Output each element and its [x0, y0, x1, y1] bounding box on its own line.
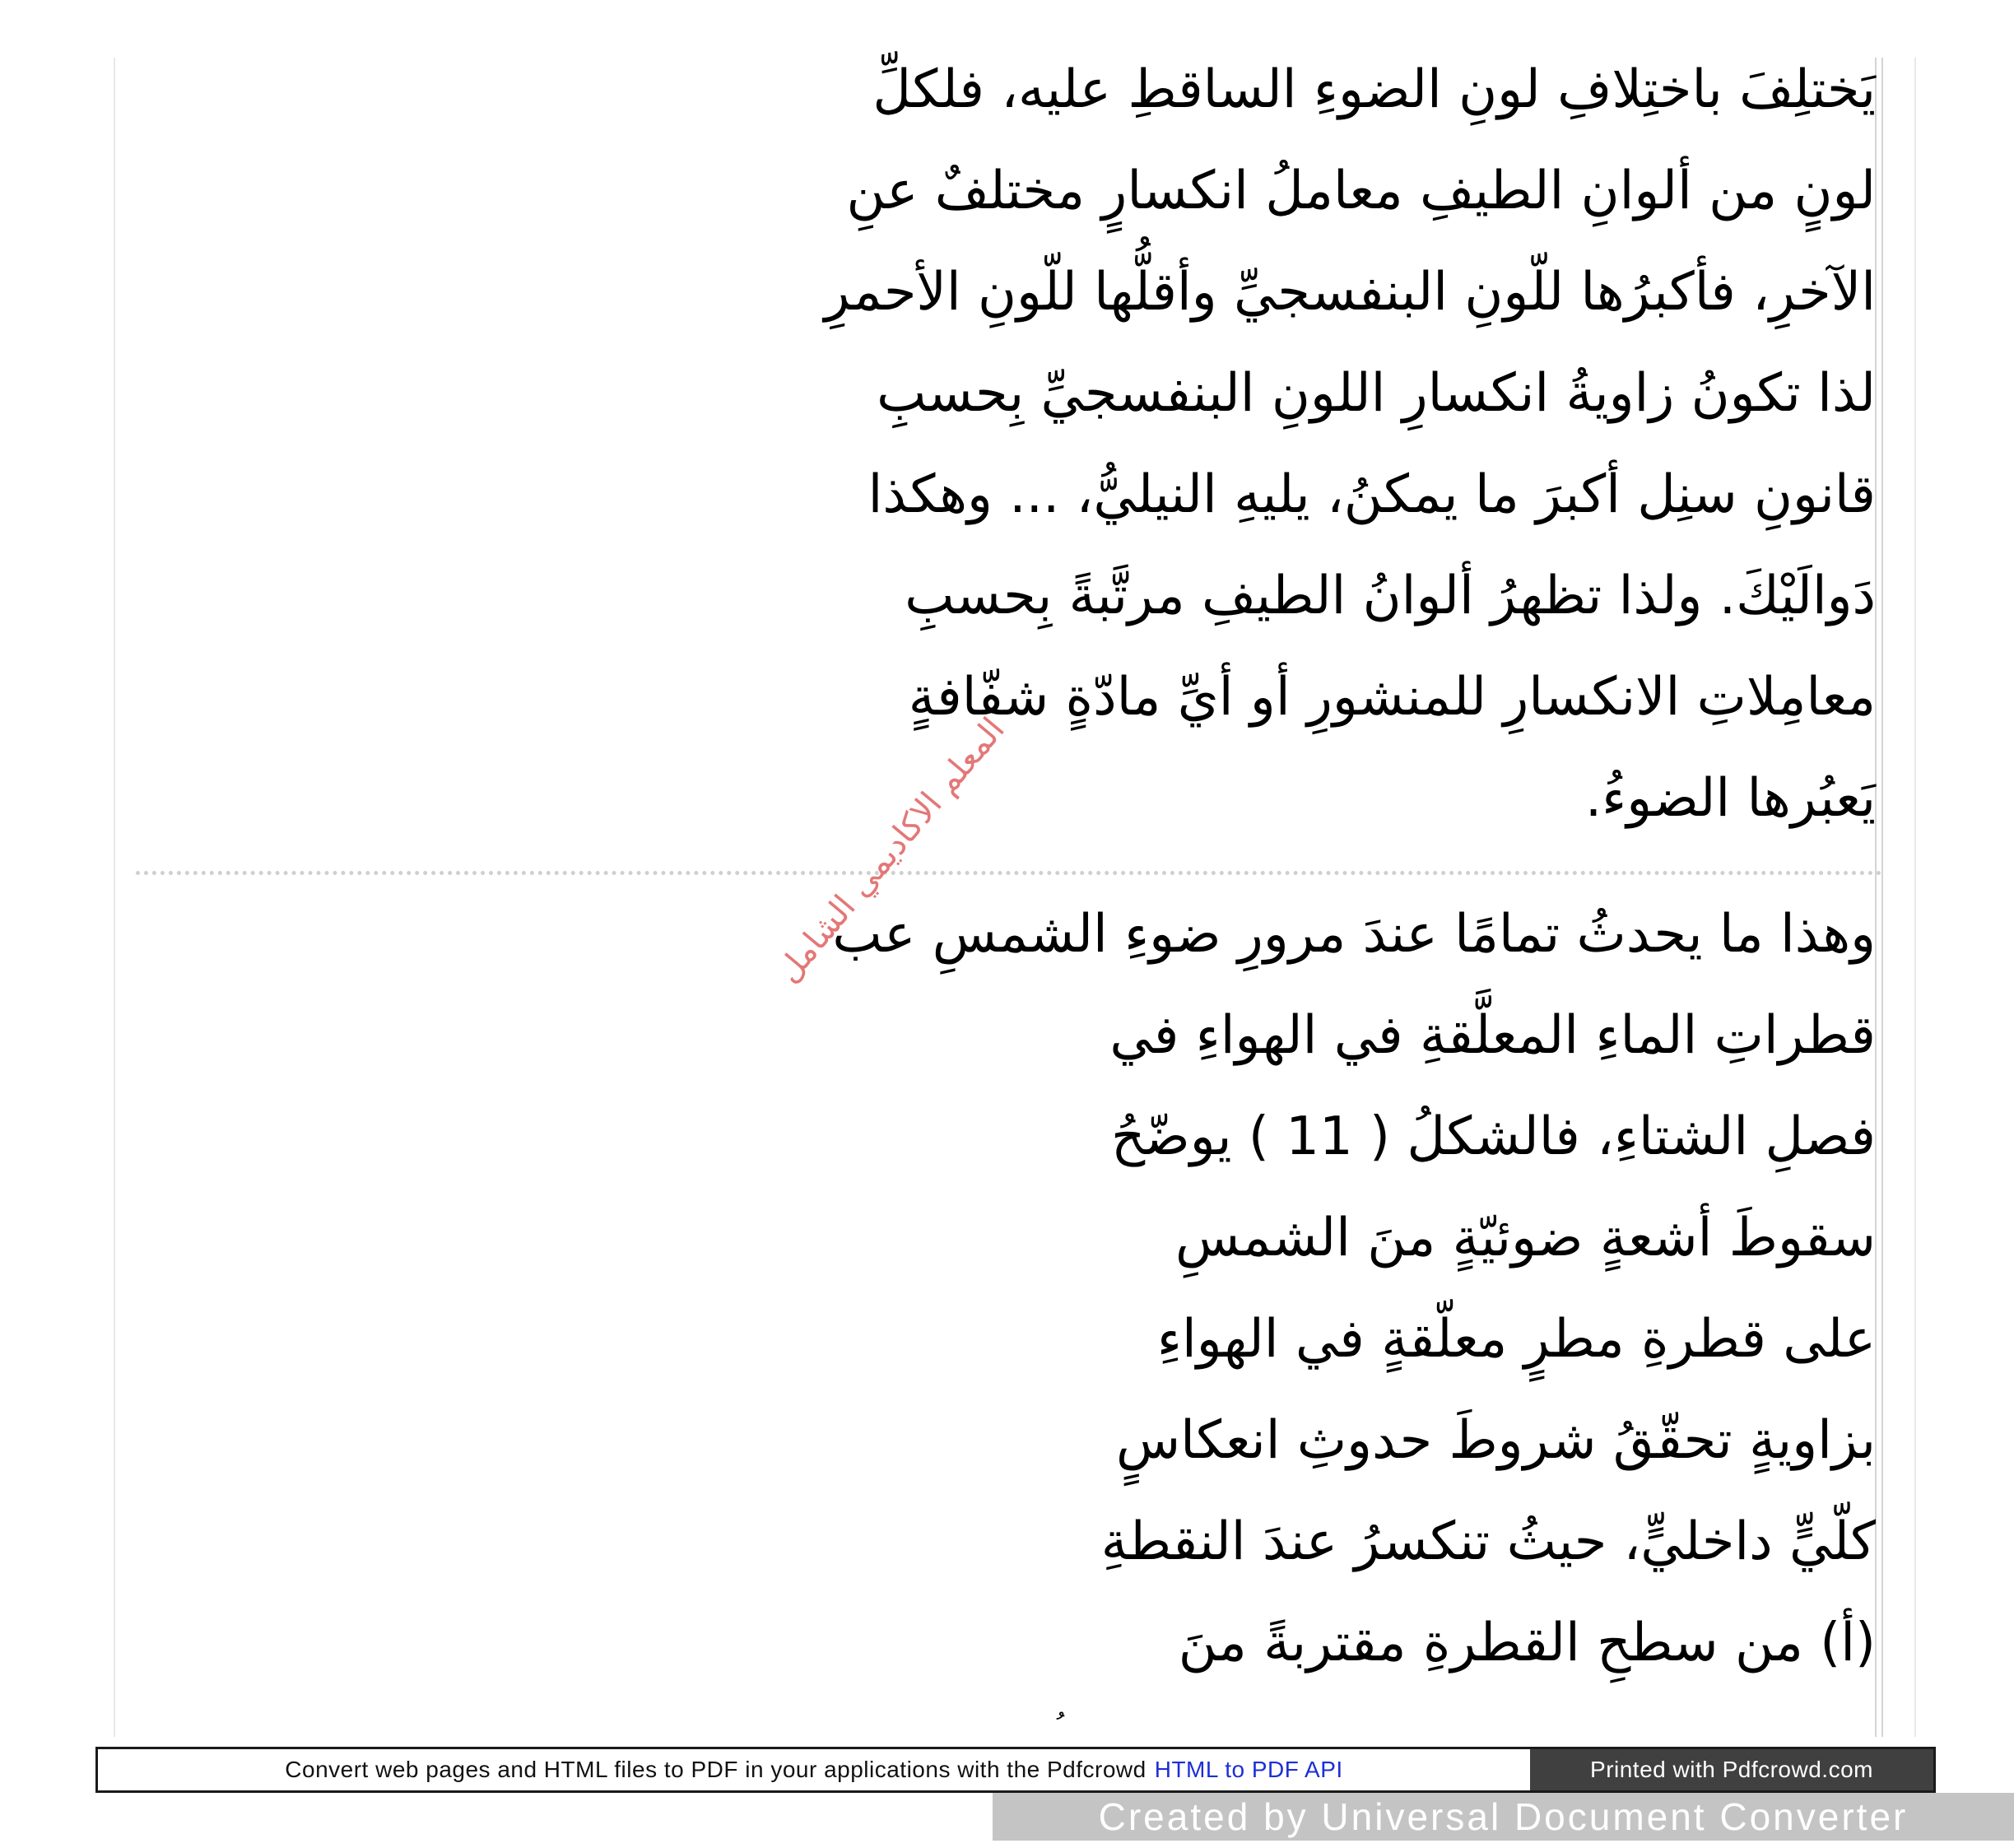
- text-line: دَوالَيْكَ. ولذا تظهرُ ألوانُ الطيفِ مرتَّبةً بِحسبِ: [905, 566, 1876, 626]
- text-line: قطراتِ الماءِ المعلَّقةِ في الهواءِ في: [1109, 1005, 1876, 1066]
- text-line: يَعبُرها الضوءُ.: [1584, 768, 1876, 829]
- watermark: المعلم الاكاديمي الشامل: [769, 710, 1012, 990]
- paragraph-2: [832, 884, 1876, 1694]
- pdfcrowd-footer: [95, 1747, 1936, 1793]
- text-line: الآخرِ، فأكبرُها للّونِ البنفسجيِّ وأقلُّها للّونِ الأحمرِ: [824, 262, 1876, 323]
- text-line: قانونِ سنِل أكبرَ ما يمكنُ، يليهِ النيليُّ، ... وهكذا: [867, 464, 1876, 525]
- printed-with-label: Printed with Pdfcrowd.com: [1530, 1749, 1933, 1790]
- text-line: وهذا ما يحدثُ تمامًا عندَ مرورِ ضوءِ الشمسِ عب: [832, 904, 1876, 965]
- text-line: كلّيٍّ داخليٍّ، حيثُ تنكسرُ عندَ النقطةِ: [1100, 1511, 1876, 1572]
- text-line: فصلِ الشتاءِ، فالشكلُ ( 11 ) يوضّحُ: [1111, 1106, 1876, 1167]
- text-line: بزاويةٍ تحقّقُ شروطَ حدوثِ انعكاسٍ: [1116, 1410, 1876, 1471]
- converter-banner: Created by Universal Document Converter: [993, 1793, 2014, 1841]
- text-line: (أ) من سطحِ القطرةِ مقتربةً منَ: [1178, 1613, 1876, 1673]
- pdfcrowd-promo: [98, 1749, 1530, 1790]
- text-line: لذا تكونُ زاويةُ انكسارِ اللونِ البنفسجيِّ بِحسبِ: [877, 363, 1876, 424]
- text-line: لونٍ من ألوانِ الطيفِ معاملُ انكسارٍ مختلفٌ عنِ: [846, 161, 1876, 221]
- html-to-pdf-api-link[interactable]: HTML to PDF API: [1154, 1757, 1343, 1782]
- text-line: يَختلِفَ باختِلافِ لونِ الضوءِ الساقطِ عليه، فلكلِّ: [872, 59, 1876, 120]
- text-line: على قطرةِ مطرٍ معلّقةٍ في الهواءِ: [1156, 1309, 1876, 1370]
- page-right-rule: [1875, 58, 1883, 1737]
- section-divider: [136, 871, 1882, 875]
- text-line: سقوطَ أشعةٍ ضوئيّةٍ منَ الشمسِ: [1174, 1208, 1876, 1268]
- text-line: معامِلاتِ الانكسارِ للمنشورِ أو أيِّ مادّةٍ شفّافةٍ: [908, 667, 1876, 728]
- pdfcrowd-promo-text: Convert web pages and HTML files to PDF in your applications with the Pdfcrowd: [285, 1757, 1147, 1782]
